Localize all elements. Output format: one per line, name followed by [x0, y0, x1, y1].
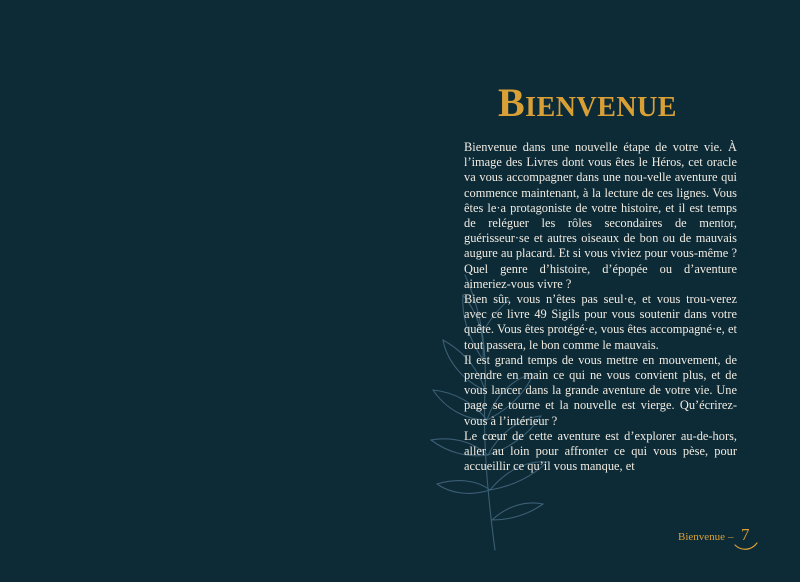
- running-footer: [678, 531, 737, 543]
- page-title: Bienvenue: [498, 79, 677, 125]
- paragraph: Bienvenue dans une nouvelle étape de votre vie. À l’image des Livres dont vous êtes le Héros, cet oracle va vous accompagner dans une nou-velle aventure qui commence maintenant, à la lecture de ces lignes. Vous êtes le·a protagoniste de votre histoire, et il est temps de reléguer les rôles secondaires de mentor, guérisseur·se et autres oiseaux de bon ou de mauvais augure au placard. Et si vous viviez pour vous-même ? Quel genre d’histoire, d’épopée ou d’aventure aimeriez-vous vivre ?: [464, 140, 737, 291]
- paragraph: Il est grand temps de vous mettre en mouvement, de prendre en main ce qui ne vous convient plus, et de vous lancer dans la grande aventure de votre vie. Une page se tourne et la nouvelle est vierge. Qu’écrirez-vous à l’intérieur ?: [464, 352, 737, 428]
- page-number: 7: [741, 525, 750, 544]
- footer-separator: –: [728, 531, 734, 543]
- running-title: Bienvenue: [678, 531, 726, 543]
- body-text: [464, 140, 737, 474]
- paragraph: Le cœur de cette aventure est d’explorer au-de-hors, aller au loin pour affronter ce qui vous pèse, pour accueillir ce qu’il vous manque, et: [464, 428, 737, 474]
- paragraph: Bien sûr, vous n’êtes pas seul·e, et vous trou-verez avec ce livre 49 Sigils pour vous soutenir dans votre quête. Vous êtes protégé·e, vous êtes accompagné·e, et tout passera, le bon comme le mauvais.: [464, 292, 737, 352]
